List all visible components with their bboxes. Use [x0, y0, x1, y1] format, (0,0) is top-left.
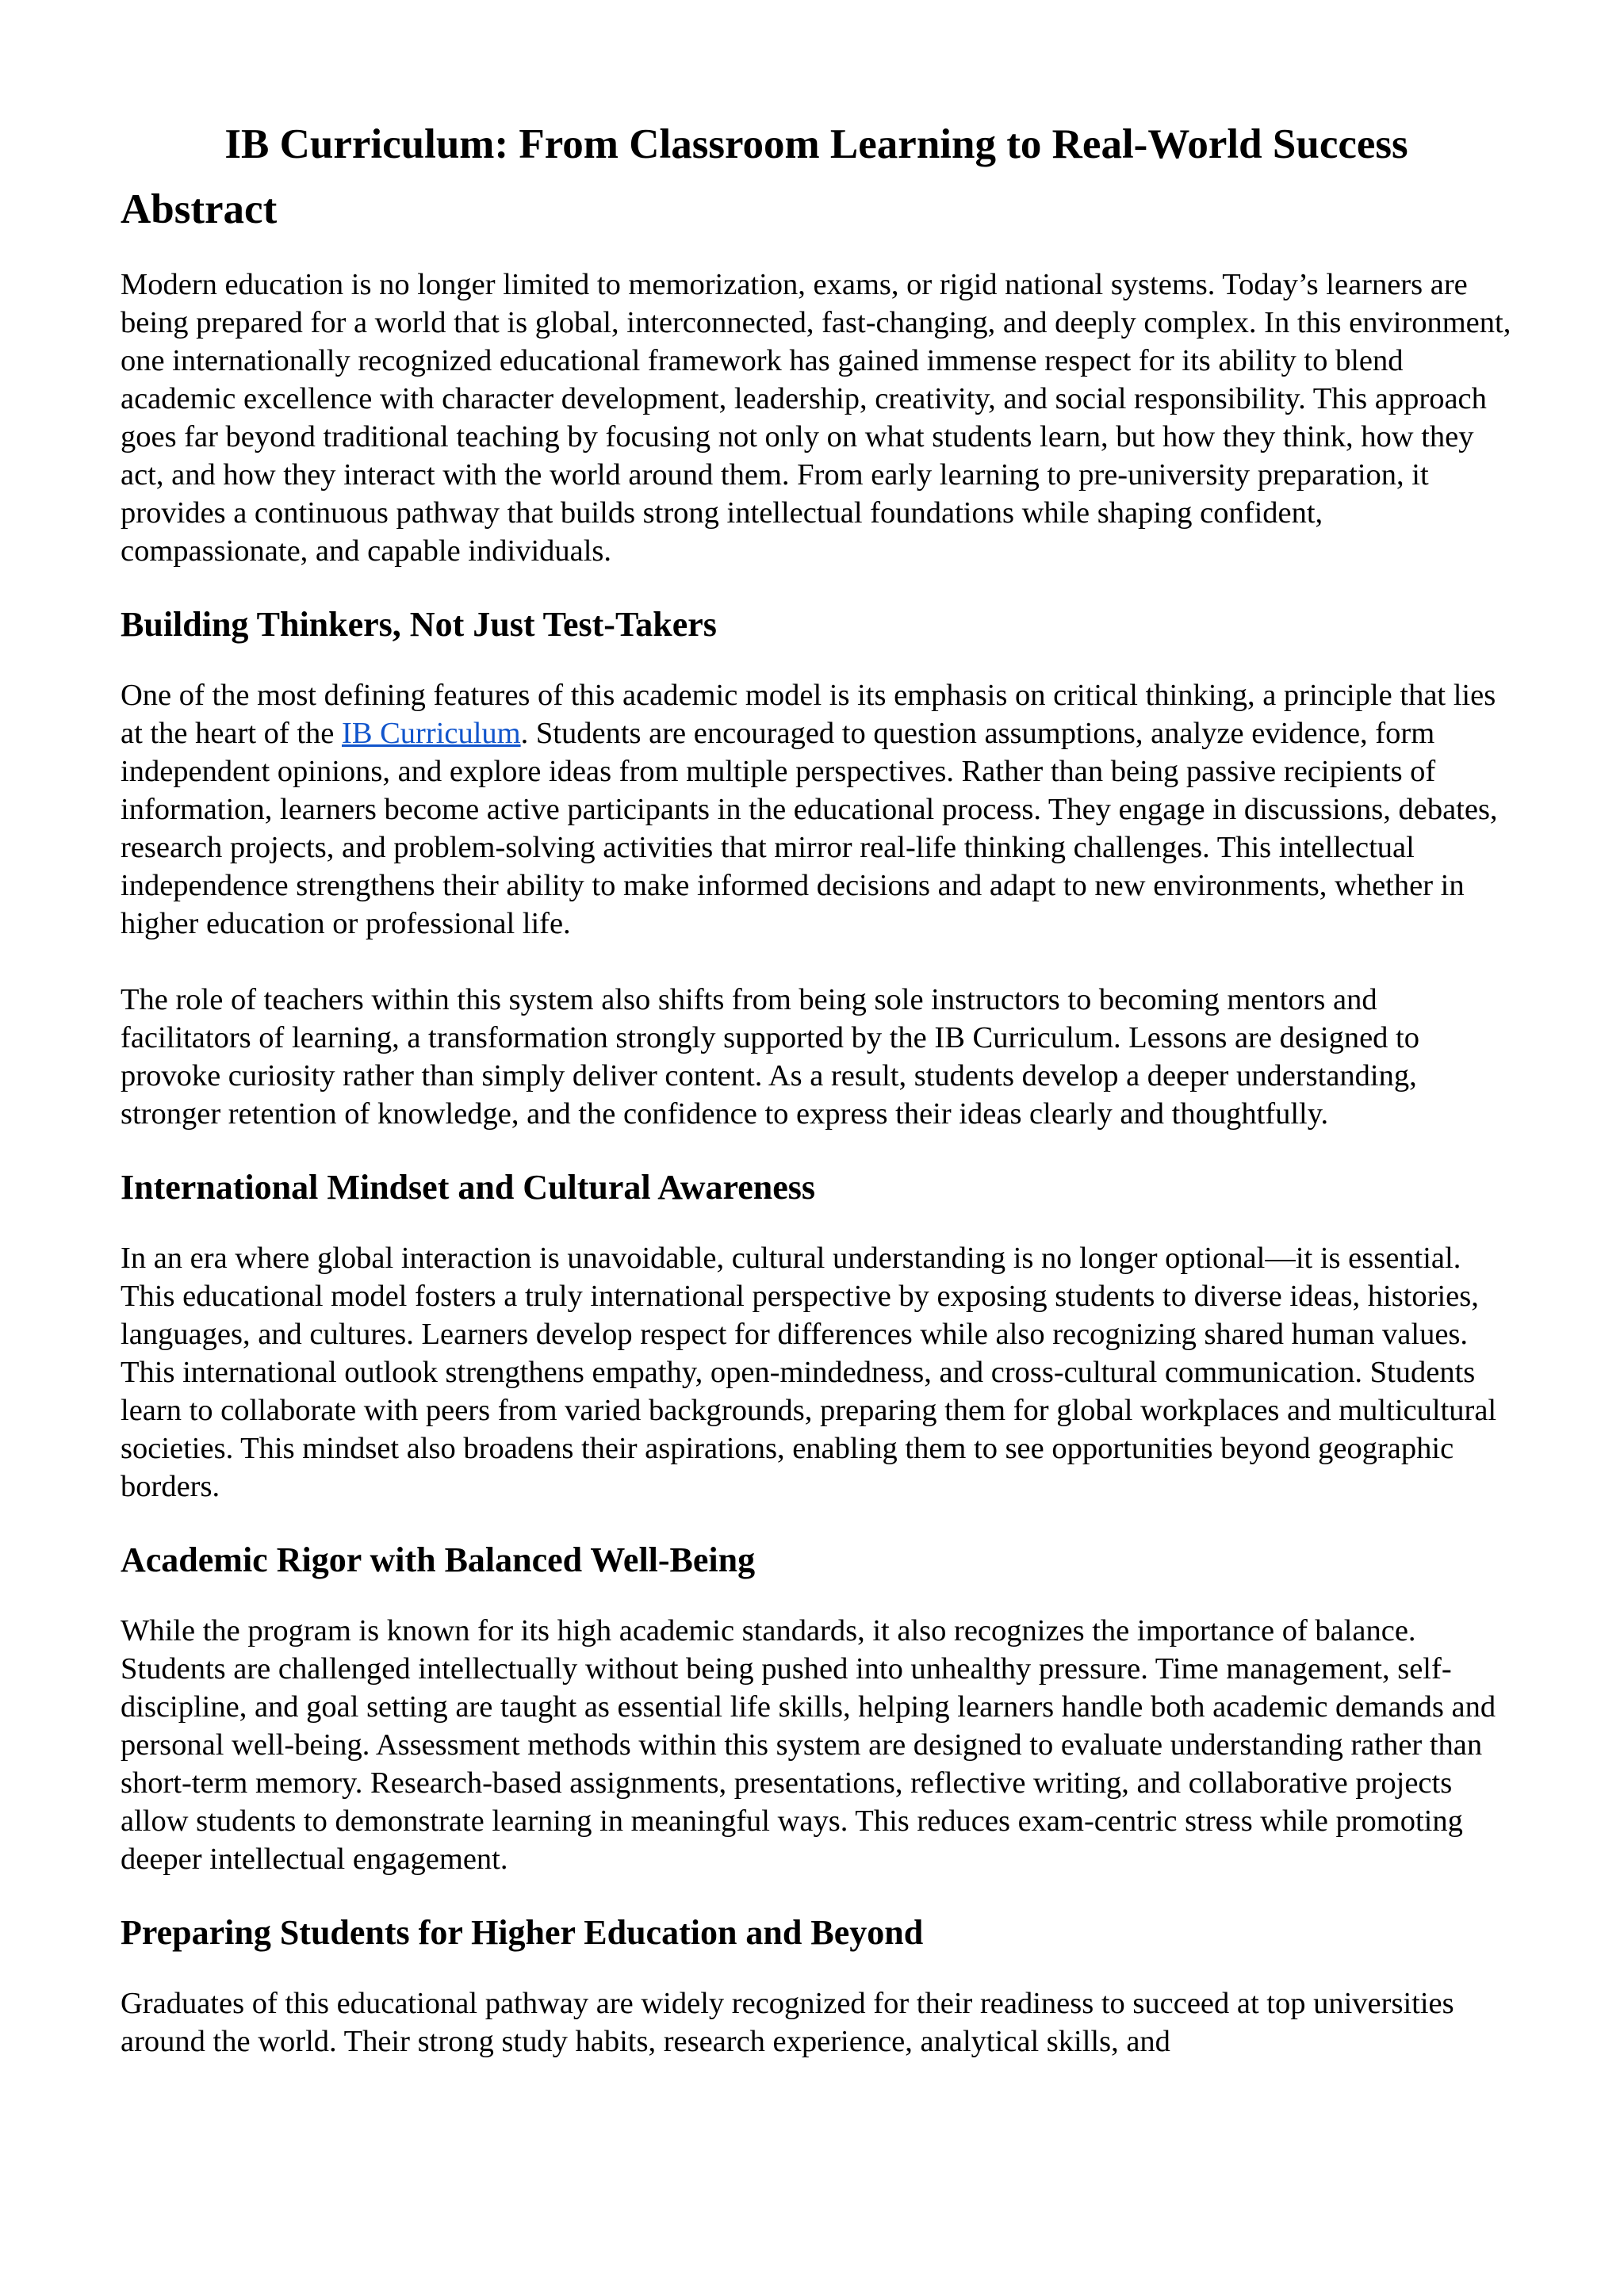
paragraph-text: . Students are encouraged to question assumptions, analyze evidence, form independent opinions, and explore ideas from multiple perspectives. Rather than being passive recipients of information, learners become active participants in the educational process. They engage in discussions, debates, research projects, and problem-solving activities that mirror real-life thinking challenges. This intellectual independence strengthens their ability to make informed decisions and adapt to new environments, whether in higher education or professional life. [121, 717, 1498, 940]
section-heading-academic-rigor: Academic Rigor with Balanced Well-Being [121, 1540, 756, 1579]
international-mindset-paragraph: In an era where global interaction is unavoidable, cultural understanding is no longer optional—it is essential. This educational model fosters a truly international perspective by exposing students to diverse ideas, histories, languages, and cultures. Learners develop respect for differences while also recognizing shared human values. This international outlook strengthens empathy, open-mindedness, and cross-cultural communication. Students learn to collaborate with peers from varied backgrounds, preparing them for global workplaces and multicultural societies. This mindset also broadens their aspirations, enabling them to see opportunities beyond geographic borders. [121, 1242, 1497, 1503]
document-page [121, 119, 1512, 2061]
section-heading-international-mindset: International Mindset and Cultural Awareness [121, 1168, 816, 1207]
building-thinkers-paragraph-1 [121, 676, 1512, 943]
paragraph-text: One of the most defining features of this academic model is its emphasis on critical thinking, a principle that lies at the heart of the [121, 679, 1496, 750]
abstract-heading: Abstract [121, 186, 278, 232]
higher-education-paragraph: Graduates of this educational pathway are widely recognized for their readiness to succeed at top universities around the world. Their strong study habits, research experience, analytical skills, and [121, 1987, 1454, 2058]
academic-rigor-paragraph: While the program is known for its high academic standards, it also recognizes the importance of balance. Students are challenged intellectually without being pushed into unhealthy pressure. Time management, self-discipline, and goal setting are taught as essential life skills, helping learners handle both academic demands and personal well-being. Assessment methods within this system are designed to evaluate understanding rather than short-term memory. Research-based assignments, presentations, reflective writing, and collaborative projects allow students to demonstrate learning in meaningful ways. This reduces exam-centric stress while promoting deeper intellectual engagement. [121, 1614, 1496, 1876]
abstract-paragraph: Modern education is no longer limited to memorization, exams, or rigid national systems. Today’s learners are being prepared for a world that is global, interconnected, fast-changing, and deeply complex. In this environment, one internationally recognized educational framework has gained immense respect for its ability to blend academic excellence with character development, leadership, creativity, and social responsibility. This approach goes far beyond traditional teaching by focusing not only on what students learn, but how they think, how they act, and how they interact with the world around them. From early learning to pre-university preparation, it provides a continuous pathway that builds strong intellectual foundations while shaping confident, compassionate, and capable individuals. [121, 268, 1511, 568]
ib-curriculum-link[interactable]: IB Curriculum [342, 717, 521, 750]
section-heading-higher-education: Preparing Students for Higher Education and Beyond [121, 1913, 924, 1952]
building-thinkers-paragraph-2: The role of teachers within this system also shifts from being sole instructors to becoming mentors and facilitators of learning, a transformation strongly supported by the IB Curriculum. Lessons are designed to provoke curiosity rather than simply deliver content. As a result, students develop a deeper understanding, stronger retention of knowledge, and the confidence to express their ideas clearly and thoughtfully. [121, 983, 1419, 1131]
document-title: IB Curriculum: From Classroom Learning to Real-World Success [224, 121, 1408, 167]
section-heading-building-thinkers: Building Thinkers, Not Just Test-Takers [121, 605, 717, 644]
